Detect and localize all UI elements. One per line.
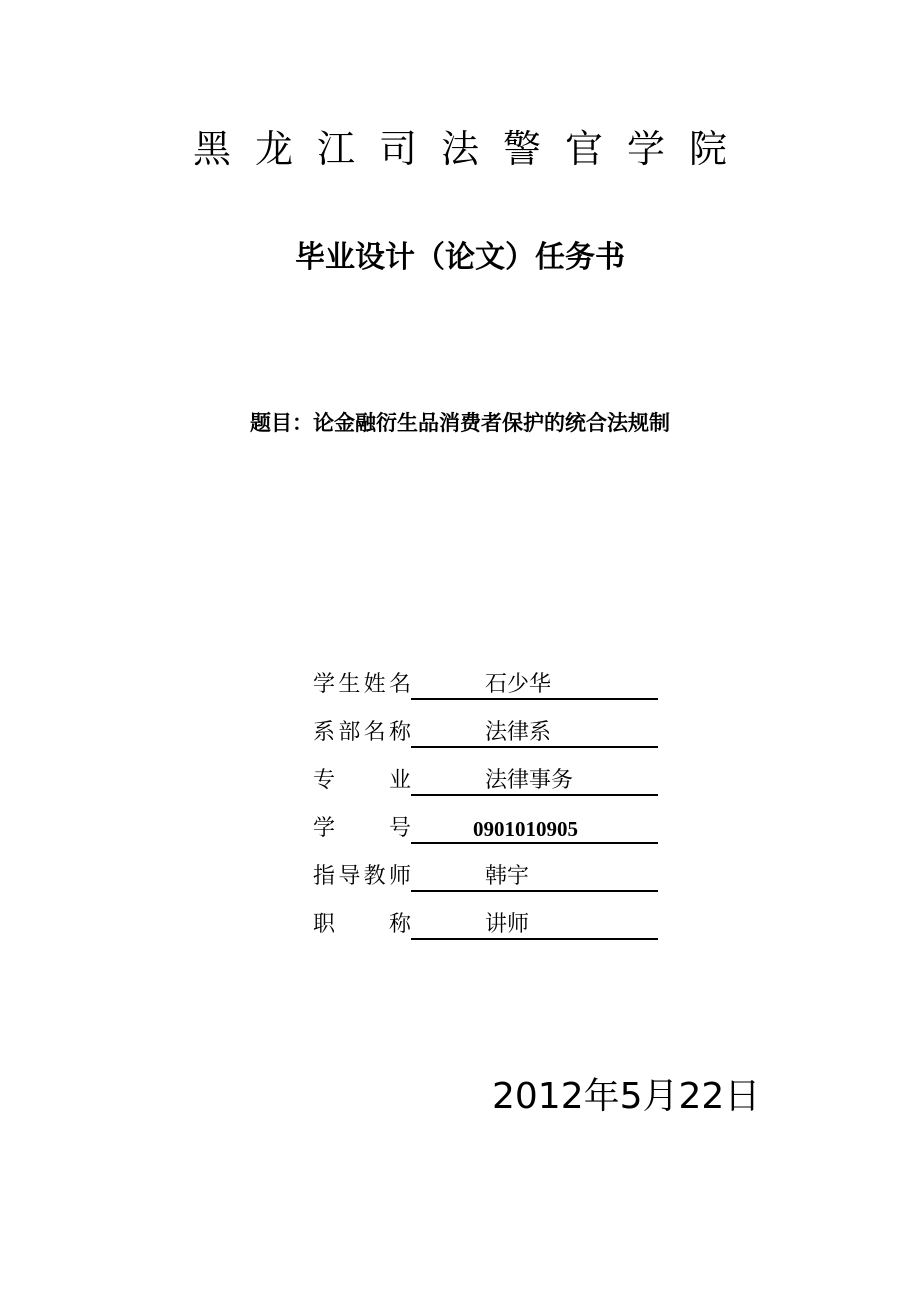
student-id-label: 学 号	[313, 816, 411, 841]
institution-name: 黑龙江司法警官学院	[192, 127, 751, 171]
professional-title-field	[411, 908, 658, 940]
department-label: 系 部 名 称	[313, 720, 411, 745]
document-title: 毕业设计（论文）任务书	[295, 240, 625, 275]
student-id-value: 0901010905	[473, 817, 578, 841]
student-info-block	[313, 668, 673, 956]
thesis-topic: 题目：论金融衍生品消费者保护的统合法规制	[250, 411, 670, 435]
major-value: 法律事务	[485, 768, 574, 793]
advisor-field	[411, 860, 658, 892]
major-field	[411, 764, 658, 796]
student-name-label: 学 生 姓 名	[313, 672, 411, 697]
department-value: 法律系	[485, 720, 552, 745]
info-row-student-name	[313, 668, 659, 716]
advisor-label: 指 导 教 师	[313, 864, 411, 889]
info-row-major	[313, 764, 659, 812]
department-field	[411, 716, 658, 748]
document-date: 2012年5月22日	[492, 1076, 761, 1117]
professional-title-label: 职 称	[313, 912, 411, 937]
advisor-value: 韩宇	[485, 864, 530, 889]
major-label: 专 业	[313, 768, 411, 793]
student-name-field	[411, 668, 658, 700]
info-row-student-id	[313, 812, 659, 860]
student-name-value: 石少华	[485, 672, 552, 697]
info-row-advisor	[313, 860, 659, 908]
info-row-department	[313, 716, 659, 764]
info-row-title	[313, 908, 659, 956]
professional-title-value: 讲师	[485, 912, 530, 937]
student-id-field	[411, 812, 658, 844]
